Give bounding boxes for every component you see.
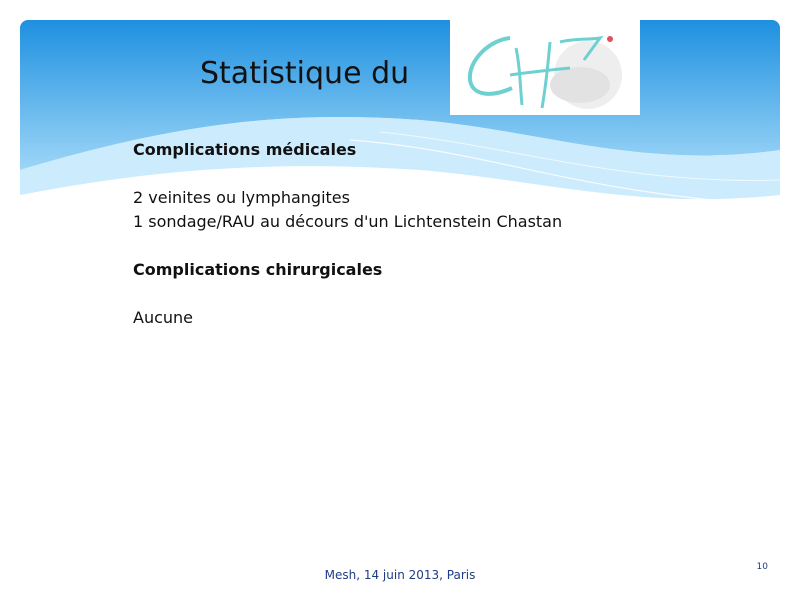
list-item: 2 veinites ou lymphangites [133,188,350,207]
spacer [133,234,753,258]
section-heading-medical: Complications médicales [133,140,357,159]
slide-title: Statistique du [200,56,410,91]
footer-text: Mesh, 14 juin 2013, Paris [324,568,476,582]
list-item: 1 sondage/RAU au décours d'un Lichtenstein Chastan [133,212,563,231]
list-item: Aucune [133,308,194,327]
spacer [133,282,753,306]
section-heading-surgical: Complications chirurgicales [133,260,383,279]
spacer [133,162,753,186]
slide-number: 10 [756,562,768,572]
hospital-logo [450,20,640,115]
slide-body [133,138,753,330]
